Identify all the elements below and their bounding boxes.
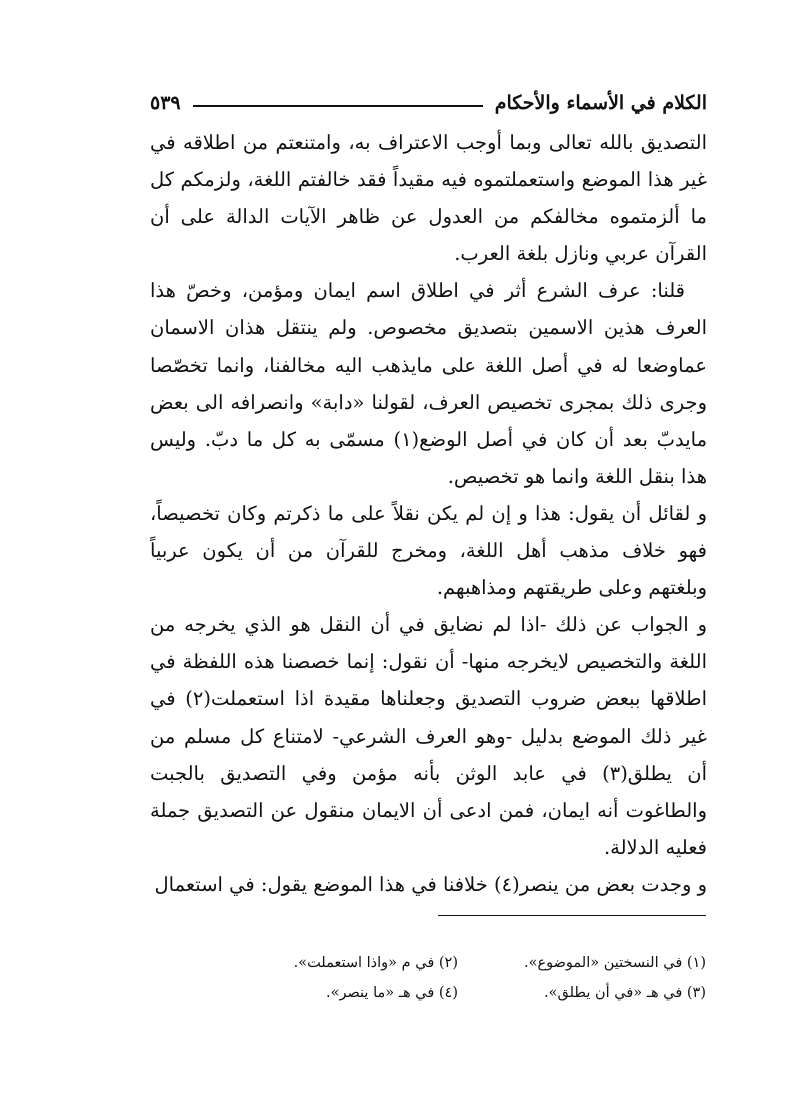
footnote: (٢) في م «واذا استعملت». (293, 955, 458, 971)
footnote: (٣) في هـ «في أن يطلق». (544, 985, 706, 1001)
page-number: ٥٣٩ (150, 92, 181, 114)
header-rule (193, 105, 483, 107)
paragraph: قلنا: عرف الشرع أثر في اطلاق اسم ايمان ومؤمن، وخصّ هذا العرف هذين الاسمين بتصديق مخصوص. ولم ينتقل هذان الاسمان عماوضعا له في أصل اللغة على مايذهب اليه مخالفنا، وانما تخصّصا وجرى ذلك بمجرى تخصيص العرف، لقولنا «دابة» وانصرافه الى بعض مايدبّ بعد أن كان في أصل الوضع(١) مسمّى به كل ما دبّ. وليس هذا بنقل اللغة وانما هو تخصيص. (150, 279, 708, 488)
footnotes (210, 948, 706, 1008)
footnote: (١) في النسختين «الموضوع». (523, 955, 706, 971)
running-header (150, 86, 707, 120)
footnote: (٤) في هـ «ما ينصر». (326, 985, 458, 1001)
paragraph: و لقائل أن يقول: هذا و إن لم يكن نقلاً على ما ذكرتم وكان تخصيصاً، فهو خلاف مذهب أهل اللغة، ومخرج للقرآن من أن يكون عربياً وبلغتهم وعلى طريقتهم ومذاهبهم. (150, 501, 707, 600)
main-text (150, 124, 707, 903)
paragraph: التصديق بالله تعالى وبما أوجب الاعتراف به، وامتنعتم من اطلاقه في غير هذا الموضع واستعملتموه فيه مقيداً فقد خالفتم اللغة، ولزمكم كل ما ألزمتموه مخالفكم من العدول عن ظاهر الآيات الدالة على أن القرآن عربي ونازل بلغة العرب. (150, 131, 707, 266)
paragraph: و وجدت بعض من ينصر(٤) خلافنا في هذا الموضع يقول: في استعمال (154, 872, 707, 896)
footnote-separator (438, 915, 706, 916)
header-title: الكلام في الأسماء والأحكام (494, 92, 707, 114)
paragraph: و الجواب عن ذلك -اذا لم نضايق في أن النقل هو الذي يخرجه من اللغة والتخصيص لايخرجه منها- أن نقول: إنما خصصنا هذه اللفظة في اطلاقها ببعض ضروب التصديق وجعلناها مقيدة اذا استعملت(٢) في غير ذلك الموضع بدليل -وهو العرف الشرعي- لامتناع كل مسلم من أن يطلق(٣) في عابد الوثن بأنه مؤمن وفي التصديق بالجبت والطاغوت أنه ايمان، فمن ادعى أن الايمان منقول عن التصديق جملة فعليه الدلالة. (150, 613, 707, 859)
